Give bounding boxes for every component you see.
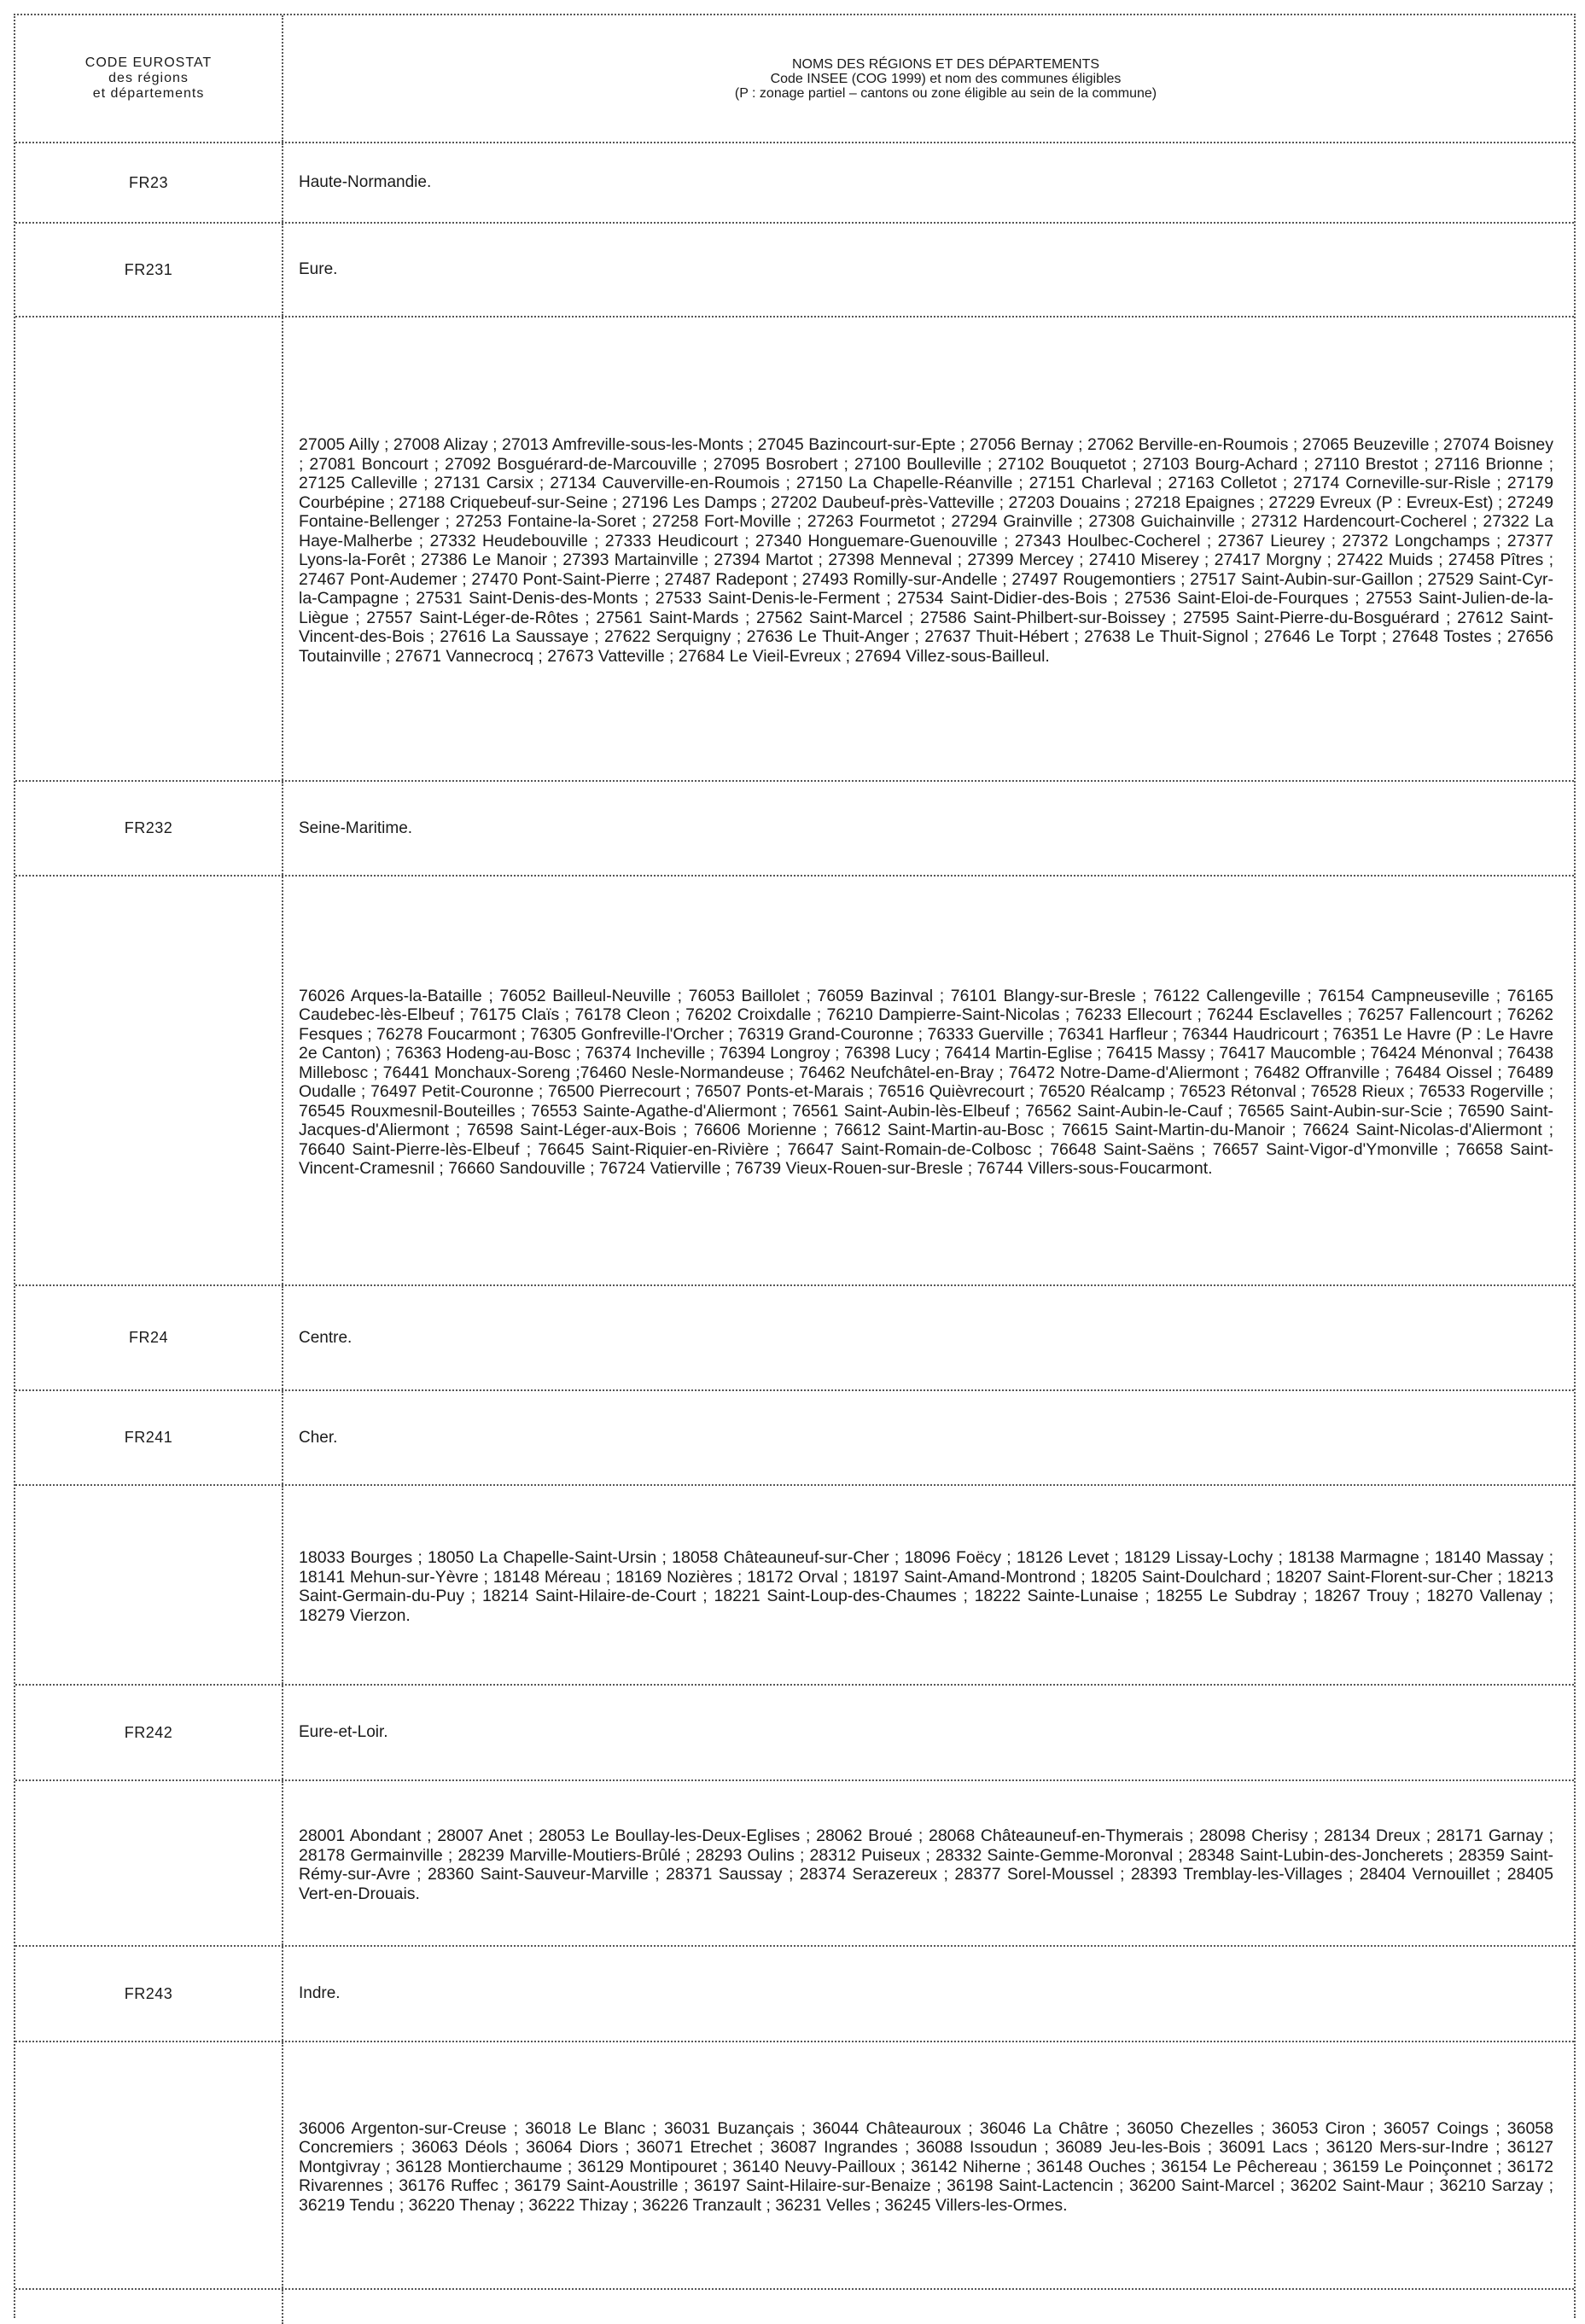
department-code: FR242 [15, 1686, 283, 1779]
header-names-line-3: (P : zonage partiel – cantons ou zone éligible au sein de la commune) [734, 85, 1157, 101]
communes-code-cell [15, 317, 283, 780]
department-code: FR232 [15, 782, 283, 875]
table-row [15, 317, 1574, 782]
department-name [283, 2290, 1574, 2324]
communes-list [283, 317, 1574, 780]
communes-table [14, 14, 1576, 2318]
communes-code-cell [15, 1486, 283, 1684]
table-row [15, 1781, 1574, 1947]
table-row [15, 143, 1574, 224]
department-name: Eure. [299, 260, 338, 278]
table-row [15, 224, 1574, 317]
header-code-line-2: des régions [108, 71, 189, 85]
communes-list [283, 1486, 1574, 1684]
table-row [15, 782, 1574, 877]
header-names-line-1: NOMS DES RÉGIONS ET DES DÉPARTEMENTS [791, 56, 1100, 72]
header-code-line-1: CODE EUROSTAT [84, 55, 213, 70]
header-code-line-3: et départements [92, 86, 205, 101]
region-name: Haute-Normandie. [299, 173, 432, 191]
communes-text: 36006 Argenton-sur-Creuse ; 36018 Le Blanc ; 36031 Buzançais ; 36044 Châteauroux ; 36046 La Châtre ; 36050 Chezelles ; 36053 Ciron ; 36057 Coings ; 36058 Concremiers ; 36063 Déols ; 36064 Diors ; 36071 Etrechet ; 36087 Ingrandes ; 36088 Issoudun ; 36089 Jeu-les-Bois ; 36091 Lacs ; 36120 Mers-sur-Indre ; 36127 Montgivray ; 36128 Montierchaume ; 36129 Montipouret ; 36140 Neuvy-Pailloux ; 36142 Niherne ; 36148 Ouches ; 36154 Le Pêchereau ; 36159 Le Poinçonnet ; 36172 Rivarennes ; 36176 Ruffec ; 36179 Saint-Aoustrille ; 36197 Saint-Hilaire-sur-Benaize ; 36198 Saint-Lactencin ; 36200 Saint-Marcel ; 36202 Saint-Maur ; 36210 Sarzay ; 36219 Tendu ; 36220 Thenay ; 36222 Thizay ; 36226 Tranzault ; 36231 Velles ; 36245 Villers-les-Ormes. [299, 2118, 1553, 2215]
communes-text: 27005 Ailly ; 27008 Alizay ; 27013 Amfreville-sous-les-Monts ; 27045 Bazincourt-sur-Epte ; 27056 Bernay ; 27062 Berville-en-Roumois ; 27065 Beuzeville ; 27074 Boisney ; 27081 Boncourt ; 27092 Bosguérard-de-Marcouville ; 27095 Bosrobert ; 27100 Boulleville ; 27102 Bouquetot ; 27103 Bourg-Achard ; 27110 Brestot ; 27116 Brionne ; 27125 Calleville ; 27131 Carsix ; 27134 Cauverville-en-Roumois ; 27150 La Chapelle-Réanville ; 27151 Charleval ; 27163 Colletot ; 27174 Corneville-sur-Risle ; 27179 Courbépine ; 27188 Criquebeuf-sur-Seine ; 27196 Les Damps ; 27202 Daubeuf-près-Vatteville ; 27203 Douains ; 27218 Epaignes ; 27229 Evreux (P : Evreux-Est) ; 27249 Fontaine-Bellenger ; 27253 Fontaine-la-Soret ; 27258 Fort-Moville ; 27263 Fourmetot ; 27294 Grainville ; 27308 Guichainville ; 27312 Hardencourt-Cocherel ; 27322 La Haye-Malherbe ; 27332 Heudebouville ; 27333 Heudicourt ; 27340 Honguemare-Guenouville ; 27343 Houlbec-Cocherel ; 27367 Lieurey ; 27372 Longchamps ; 27377 Lyons-la-Forêt ; 27386 Le Manoir ; 27393 Martainville ; 27394 Martot ; 27398 Menneval ; 27399 Mercey ; 27410 Miserey ; 27417 Morgny ; 27422 Muids ; 27458 Pîtres ; 27467 Pont-Audemer ; 27470 Pont-Saint-Pierre ; 27487 Radepont ; 27493 Romilly-sur-Andelle ; 27497 Rougemontiers ; 27517 Saint-Aubin-sur-Gaillon ; 27529 Saint-Cyr-la-Campagne ; 27531 Saint-Denis-des-Monts ; 27533 Saint-Denis-le-Ferment ; 27534 Saint-Didier-des-Bois ; 27536 Saint-Eloi-de-Fourques ; 27553 Saint-Julien-de-la-Liègue ; 27557 Saint-Léger-de-Rôtes ; 27561 Saint-Mards ; 27562 Saint-Marcel ; 27586 Saint-Philbert-sur-Boissey ; 27595 Saint-Pierre-du-Bosguérard ; 27612 Saint-Vincent-des-Bois ; 27616 La Saussaye ; 27622 Serquigny ; 27636 Le Thuit-Anger ; 27637 Thuit-Hébert ; 27638 Le Thuit-Signol ; 27646 Le Torpt ; 27648 Tostes ; 27656 Toutainville ; 27671 Vannecrocq ; 27673 Vatteville ; 27684 Le Vieil-Evreux ; 27694 Villez-sous-Bailleul. [299, 435, 1553, 666]
table-row [15, 1391, 1574, 1486]
table-row [15, 1286, 1574, 1391]
header-region-names [283, 15, 1574, 142]
department-code: FR241 [15, 1391, 283, 1484]
region-code: FR23 [15, 143, 283, 222]
department-name: Eure-et-Loir. [299, 1723, 388, 1741]
department-name: Cher. [299, 1428, 338, 1447]
table-row [15, 1686, 1574, 1781]
department-code: FR231 [15, 224, 283, 316]
table-row [15, 877, 1574, 1286]
communes-code-cell [15, 877, 283, 1284]
communes-code-cell [15, 1781, 283, 1945]
department-name: Seine-Maritime. [299, 818, 413, 837]
region-code: FR24 [15, 1286, 283, 1389]
communes-text: 28001 Abondant ; 28007 Anet ; 28053 Le Boullay-les-Deux-Eglises ; 28062 Broué ; 28068 Châteauneuf-en-Thymerais ; 28098 Cherisy ; 28134 Dreux ; 28171 Garnay ; 28178 Germainville ; 28239 Marville-Moutiers-Brûlé ; 28293 Oulins ; 28312 Puiseux ; 28332 Sainte-Gemme-Moronval ; 28348 Saint-Lubin-des-Joncherets ; 28359 Saint-Rémy-sur-Avre ; 28360 Saint-Sauveur-Marville ; 28371 Saussay ; 28374 Serazereux ; 28377 Sorel-Moussel ; 28393 Tremblay-les-Villages ; 28404 Vernouillet ; 28405 Vert-en-Drouais. [299, 1826, 1553, 1903]
table-row [15, 1486, 1574, 1686]
communes-text: 18033 Bourges ; 18050 La Chapelle-Saint-Ursin ; 18058 Châteauneuf-sur-Cher ; 18096 Foëcy ; 18126 Levet ; 18129 Lissay-Lochy ; 18138 Marmagne ; 18140 Massay ; 18141 Mehun-sur-Yèvre ; 18148 Méreau ; 18169 Nozières ; 18172 Orval ; 18197 Saint-Amand-Montrond ; 18205 Saint-Doulchard ; 18207 Saint-Florent-sur-Cher ; 18213 Saint-Germain-du-Puy ; 18214 Saint-Hilaire-de-Court ; 18221 Saint-Loup-des-Chaumes ; 18222 Sainte-Lunaise ; 18255 Le Subdray ; 18267 Trouy ; 18270 Vallenay ; 18279 Vierzon. [299, 1548, 1553, 1625]
communes-text: 76026 Arques-la-Bataille ; 76052 Bailleul-Neuville ; 76053 Baillolet ; 76059 Bazinval ; 76101 Blangy-sur-Bresle ; 76122 Callengeville ; 76154 Campneuseville ; 76165 Caudebec-lès-Elbeuf ; 76175 Claïs ; 76178 Cleon ; 76202 Croixdalle ; 76210 Dampierre-Saint-Nicolas ; 76233 Ellecourt ; 76244 Esclavelles ; 76257 Fallencourt ; 76262 Fesques ; 76278 Foucarmont ; 76305 Gonfreville-l'Orcher ; 76319 Grand-Couronne ; 76333 Guerville ; 76341 Harfleur ; 76344 Haudricourt ; 76351 Le Havre (P : Le Havre 2e Canton) ; 76363 Hodeng-au-Bosc ; 76374 Incheville ; 76394 Longroy ; 76398 Lucy ; 76414 Martin-Eglise ; 76415 Massy ; 76417 Maucomble ; 76424 Ménonval ; 76438 Millebosc ; 76441 Monchaux-Soreng ;76460 Nesle-Normandeuse ; 76462 Neufchâtel-en-Bray ; 76472 Notre-Dame-d'Aliermont ; 76482 Offranville ; 76484 Oissel ; 76489 Oudalle ; 76497 Petit-Couronne ; 76500 Pierrecourt ; 76507 Ponts-et-Marais ; 76516 Quièvrecourt ; 76520 Réalcamp ; 76523 Rétonval ; 76528 Rieux ; 76533 Rogerville ; 76545 Rouxmesnil-Bouteilles ; 76553 Sainte-Agathe-d'Aliermont ; 76561 Saint-Aubin-lès-Elbeuf ; 76562 Saint-Aubin-le-Cauf ; 76565 Saint-Aubin-sur-Scie ; 76590 Saint-Jacques-d'Aliermont ; 76598 Saint-Léger-aux-Bois ; 76606 Morienne ; 76612 Saint-Martin-au-Bosc ; 76615 Saint-Martin-du-Manoir ; 76624 Saint-Nicolas-d'Aliermont ; 76640 Saint-Pierre-lès-Elbeuf ; 76645 Saint-Riquier-en-Rivière ; 76647 Saint-Romain-de-Colbosc ; 76648 Saint-Saëns ; 76657 Saint-Vigor-d'Ymonville ; 76658 Saint-Vincent-Cramesnil ; 76660 Sandouville ; 76724 Vatierville ; 76739 Vieux-Rouen-sur-Bresle ; 76744 Villers-sous-Foucarmont. [299, 986, 1553, 1178]
communes-list [283, 1781, 1574, 1945]
communes-code-cell [15, 2042, 283, 2288]
table-row [15, 2042, 1574, 2290]
header-names-line-2: Code INSEE (COG 1999) et nom des communes éligibles [770, 71, 1122, 86]
table-row [15, 1947, 1574, 2042]
communes-list [283, 877, 1574, 1284]
header-code-eurostat [15, 15, 283, 142]
communes-list [283, 2042, 1574, 2288]
department-code: FR243 [15, 1947, 283, 2041]
table-row [15, 2290, 1574, 2324]
department-code [15, 2290, 283, 2324]
department-name: Indre. [299, 1984, 341, 2002]
table-header-row [15, 15, 1574, 143]
region-name: Centre. [299, 1328, 353, 1347]
